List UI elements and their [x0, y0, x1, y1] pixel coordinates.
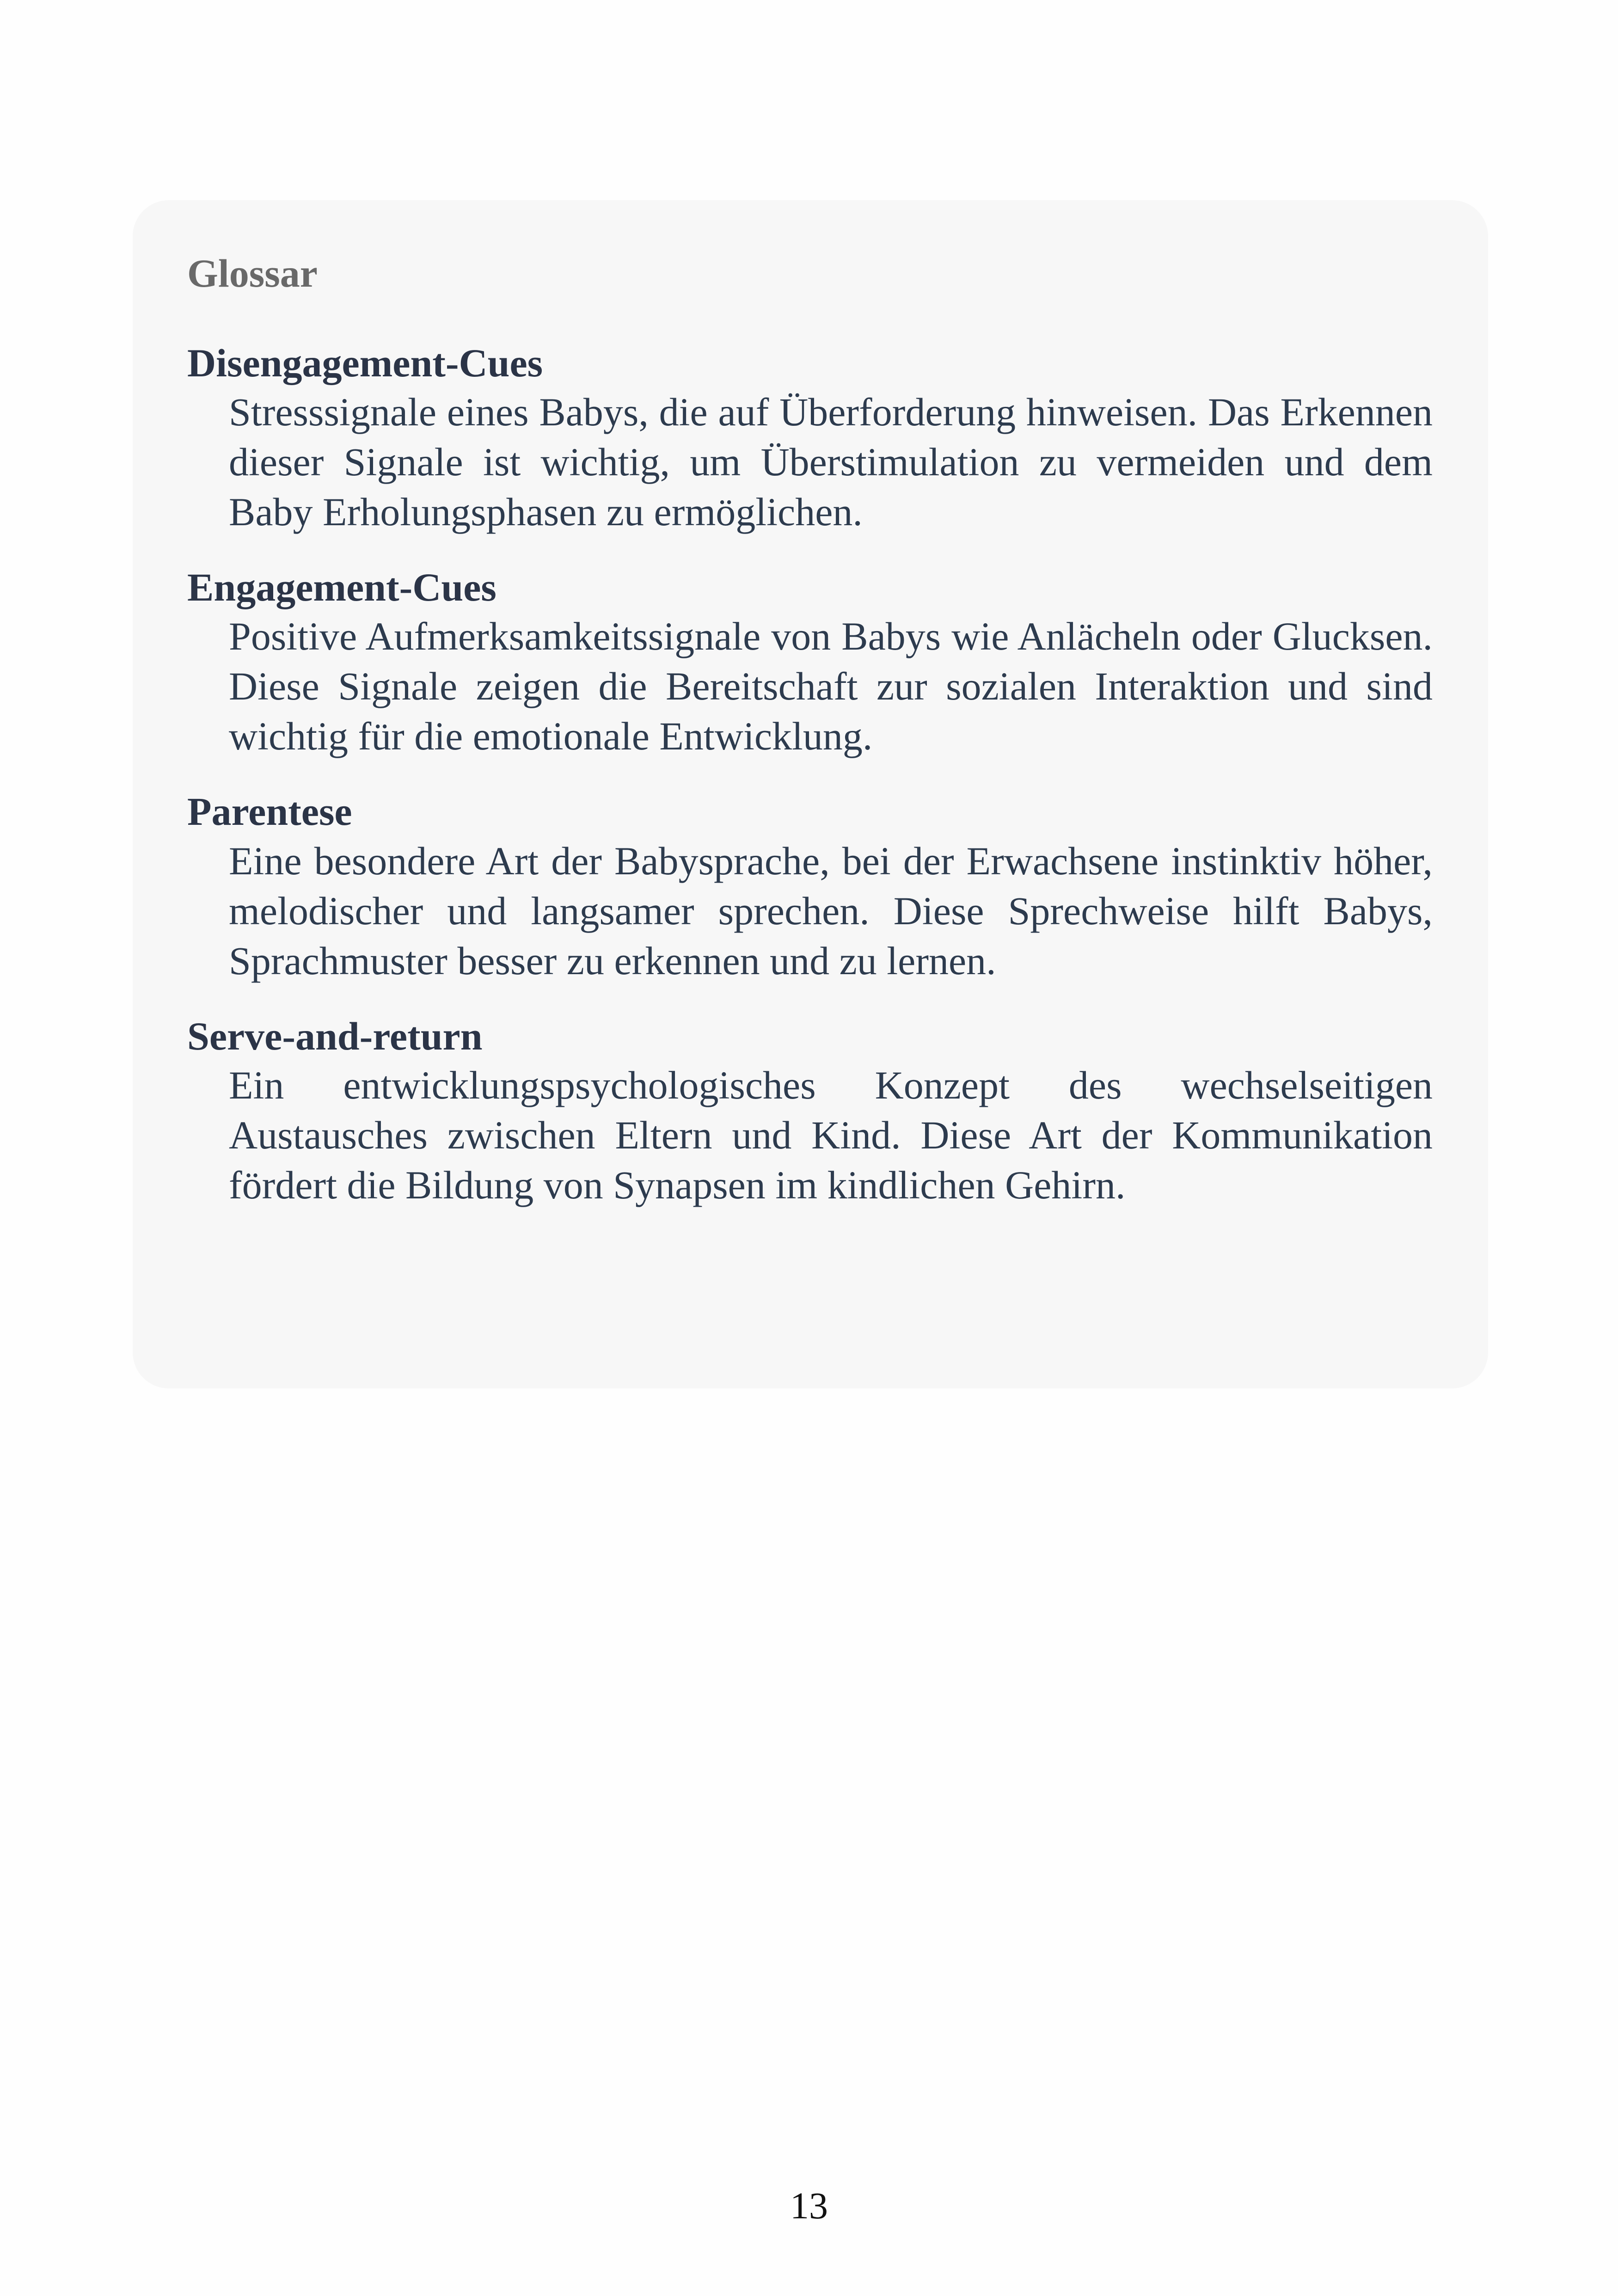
glossary-entry-serve-and-return — [187, 1013, 1433, 1210]
glossary-term: Parentese — [187, 789, 352, 834]
glossary-title: Glossar — [187, 251, 318, 295]
glossary-definition: Eine besondere Art der Babysprache, bei der Erwachsene instinktiv höher, melodischer und langsamer sprechen. Diese Sprechweise hilft Babys, Sprachmuster besser zu erkennen und zu lernen. — [229, 838, 1433, 983]
glossary-term: Serve-and-return — [187, 1013, 483, 1058]
glossary-entry-engagement-cues — [187, 564, 1433, 761]
glossary-definition: Positive Aufmerksamkeitssignale von Babys wie Anlächeln oder Glucksen. Diese Signale zeigen die Bereitschaft zur sozialen Interaktion und sind wichtig für die emotionale Entwicklung. — [229, 614, 1433, 759]
page-number: 13 — [790, 2185, 828, 2227]
glossary-entry-disengagement-cues — [187, 339, 1433, 537]
glossary-entries — [187, 339, 1433, 1210]
glossary-term: Disengagement-Cues — [187, 341, 543, 385]
glossary-box — [133, 200, 1488, 1388]
glossary-definition: Ein entwicklungspsychologisches Konzept des wechselseitigen Austausches zwischen Eltern und Kind. Diese Art der Kommunikation fördert die Bildung von Synapsen im kindlichen Gehirn. — [229, 1062, 1433, 1207]
glossary-definition: Stresssignale eines Babys, die auf Überforderung hinweisen. Das Erkennen dieser Signale ist wichtig, um Überstimulation zu vermeiden und dem Baby Erholungsphasen zu ermöglichen. — [229, 390, 1433, 534]
glossary-entry-parentese — [187, 788, 1433, 985]
glossary-term: Engagement-Cues — [187, 565, 496, 610]
